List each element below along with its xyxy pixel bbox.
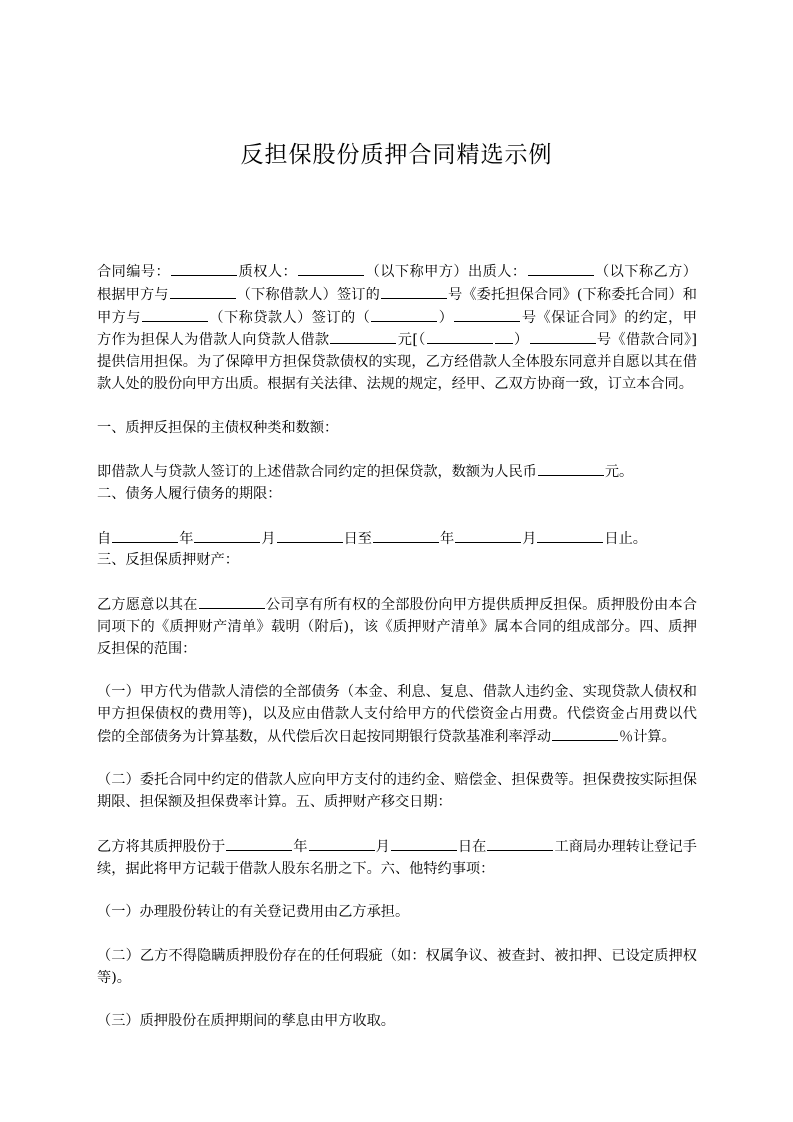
section-6a-paragraph: （一）办理股份转让的有关登记费用由乙方承担。 [97,904,410,921]
company-blank [199,594,265,609]
paragraph-gap [97,749,697,771]
section-5-paragraph [97,836,697,881]
guarantee-year-blank [371,307,437,322]
start-year-blank [112,528,178,543]
transfer-month-blank [309,836,375,851]
text-segment: （下称借款人）签订的 [236,286,380,303]
text-segment: ） [438,309,454,326]
paragraph-gap [97,506,697,528]
text-segment: 工商局办理转让登记手续，据此将甲方记载于借款人股东名册之下。六、他特约事项： [97,838,697,877]
borrower-blank [170,284,236,299]
section-6b-paragraph: （二）乙方不得隐瞒质押股份存在的任何瑕疵（如：权属争议、被查封、被扣押、已设定质押权等)。 [97,947,697,986]
section-3-paragraph [97,594,697,660]
lender-blank [142,307,208,322]
loan-year-blank [427,329,493,344]
text-segment: 乙方将其质押股份于 [97,838,226,855]
document-title: 反担保股份质押合同精选示例 [240,142,553,168]
contract-body [97,261,697,1033]
paragraph-gap [97,396,697,418]
text-segment: 日在 [457,838,487,855]
text-segment: 月 [375,838,390,855]
pledgor-blank [528,261,594,276]
text-segment: （下称贷款人）签订的（ [208,309,371,326]
transfer-year-blank [226,836,292,851]
paragraph-gap [97,814,697,836]
text-segment: 号《委托担保合同》(下称委托合同）和甲方与 [97,286,697,326]
text-segment: 年 [293,838,308,855]
paragraph-gap [97,924,697,946]
text-segment: 乙方愿意以其在 [97,596,198,613]
section-1-paragraph [97,461,697,484]
text-segment: 元。 [604,464,634,481]
text-segment: 月 [261,530,276,547]
text-segment: 年 [440,530,455,547]
loan-year-blank-continued [495,329,513,344]
text-segment: 日至 [343,530,372,547]
section-3-heading: 三、反担保质押财产： [97,552,239,569]
bureau-blank [487,836,553,851]
text-segment: （以下称乙方）根据甲方与 [97,264,697,303]
amount-blank [538,461,604,476]
end-month-blank [455,528,521,543]
pledgee-blank [298,261,364,276]
paragraph-gap [97,439,697,461]
end-day-blank [537,528,603,543]
section-6c-paragraph: （三）质押股份在质押期间的孳息由甲方收取。 [97,1013,395,1030]
guarantee-contract-number-blank [454,307,520,322]
text-segment: 年 [179,530,194,547]
transfer-day-blank [391,836,457,851]
section-4a-paragraph [97,682,697,748]
paragraph-gap [97,989,697,1011]
section-4b-paragraph: （二）委托合同中约定的借款人应向甲方支付的违约金、赔偿金、担保费等。担保费按实际担保期限、担保额及担保费率计算。五、质押财产移交日期： [97,772,697,811]
start-month-blank [194,528,260,543]
loan-contract-number-blank [530,329,596,344]
text-segment: 质权人： [238,264,298,280]
entrust-contract-number-blank [381,284,447,299]
section-2-heading: 二、债务人履行债务的期限： [97,485,282,502]
section-2-paragraph [97,528,697,551]
text-segment: ） [513,332,529,349]
intro-paragraph [97,261,697,396]
text-segment: 日止。 [604,530,647,547]
text-segment: 公司享有所有权的全部股份向甲方提供质押反担保。质押股份由本合同项下的《质押财产清单》载明（附后)，该《质押财产清单》属本合同的组成部分。四、质押反担保的范围： [97,596,697,657]
text-segment: （以下称甲方）出质人： [365,264,527,280]
end-year-blank [373,528,439,543]
rate-float-blank [552,726,618,741]
text-segment: ％计算。 [619,728,676,745]
text-segment: 合同编号： [97,264,171,280]
loan-amount-blank [330,329,396,344]
text-segment: 号《保证合同》的约定，甲方作为担保人为借款人向贷款人借款 [97,309,697,349]
text-segment: 号《借款合同》]提供信用担保。为了保障甲方担保贷款债权的实现，乙方经借款人全体股东同意并自愿以其在借款人处的股份向甲方出质。根据有关法律、法规的规定，经甲、乙双方协商一致，订立本合同。 [97,332,697,392]
start-day-blank [277,528,343,543]
text-segment: （一）甲方代为借款人清偿的全部债务（本金、利息、复息、借款人违约金、实现贷款人债权和甲方担保债权的费用等)，以及应由借款人支付给甲方的代偿资金占用费。代偿资金占用费以代偿的全部债务为计算基数，从代偿后次日起按同期银行贷款基准利率浮动 [97,684,697,745]
text-segment: 即借款人与贷款人签订的上述借款合同约定的担保贷款，数额为人民币 [97,464,537,481]
text-segment: 自 [97,530,112,547]
section-1-heading: 一、质押反担保的主债权种类和数额： [97,419,339,436]
contract-number-blank [171,261,237,276]
paragraph-gap [97,660,697,682]
paragraph-gap [97,572,697,594]
paragraph-gap [97,880,697,902]
text-segment: 元[（ [397,332,426,349]
text-segment: 月 [522,530,537,547]
